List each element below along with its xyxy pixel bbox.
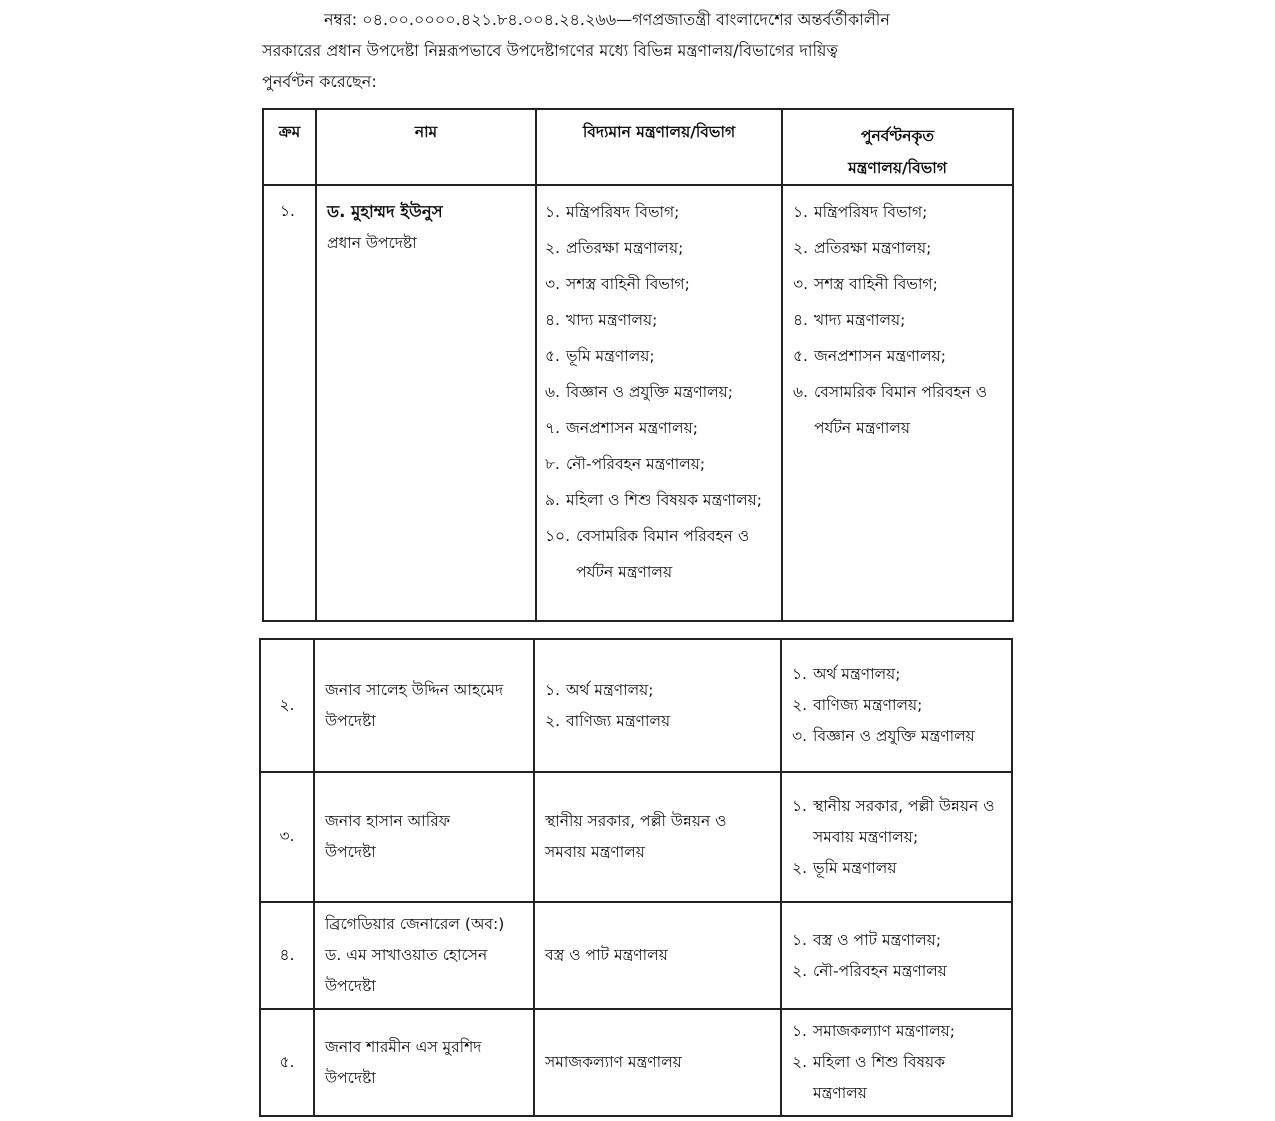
reassignment-table-part-1 <box>262 108 1014 622</box>
ministry-item-text: বাণিজ্য মন্ত্রণালয়; <box>813 696 923 714</box>
ministry-item <box>793 302 1004 338</box>
ministry-item-number: ৩. <box>545 275 561 293</box>
advisor-name: জনাব হাসান আরিফ <box>325 812 451 830</box>
ministry-list <box>545 194 773 590</box>
ministry-item-text: ভূমি মন্ত্রণালয়; <box>566 347 655 365</box>
ministry-item <box>545 230 773 266</box>
advisor-title: উপদেষ্টা <box>325 843 376 861</box>
ministry-item <box>545 518 773 590</box>
ministry-item-number: ৬. <box>793 383 809 401</box>
ministry-item-text: সশস্ত্র বাহিনী বিভাগ; <box>814 275 938 293</box>
ministry-item-text: স্থানীয় সরকার, পল্লী উন্নয়ন ও সমবায় মন্ত্রণালয়; <box>813 796 995 846</box>
ministry-item <box>793 266 1004 302</box>
ministry-item <box>793 374 1004 446</box>
ministry-item-text: অর্থ মন্ত্রণালয়; <box>566 680 654 699</box>
ministry-item <box>792 791 1003 853</box>
row-serial: ১. <box>263 185 316 621</box>
ministry-item-text: মন্ত্রিপরিষদ বিভাগ; <box>566 203 680 221</box>
ministry-item <box>792 853 1003 884</box>
ministry-item-text: মন্ত্রিপরিষদ বিভাগ; <box>814 203 928 221</box>
ministry-item <box>793 338 1004 374</box>
ministry-item-number: ৩. <box>792 727 808 745</box>
ministry-item-text: বিজ্ঞান ও প্রযুক্তি মন্ত্রণালয় <box>813 727 975 745</box>
ministry-item-number: ১. <box>793 203 808 221</box>
ministry-item <box>792 1016 1003 1047</box>
ministry-item <box>792 721 1003 752</box>
ministry-item-number: ২. <box>793 239 809 257</box>
row-serial: ৪. <box>260 902 314 1009</box>
ministry-item-text: মহিলা ও শিশু বিষয়ক মন্ত্রণালয় <box>813 1053 945 1102</box>
ministry-item <box>545 446 773 482</box>
ministry-item-text: বেসামরিক বিমান পরিবহন ও পর্যটন মন্ত্রণালয় <box>576 527 750 581</box>
ministry-item-number: ২. <box>545 711 561 730</box>
ministry-item-number: ৪. <box>793 311 808 329</box>
ministry-item <box>545 706 772 737</box>
ministry-list <box>792 925 1003 987</box>
ministry-item-text: খাদ্য মন্ত্রণালয়; <box>566 311 658 329</box>
ministry-item-text: জনপ্রশাসন মন্ত্রণালয়; <box>566 419 698 437</box>
row-serial: ২. <box>260 639 314 772</box>
advisor-rank: ব্রিগেডিয়ার জেনারেল (অব:) <box>325 915 505 933</box>
ministry-item-number: ৩. <box>793 275 809 293</box>
ministry-item-text: ভূমি মন্ত্রণালয় <box>813 858 897 877</box>
ministry-item-text: অর্থ মন্ত্রণালয়; <box>813 665 901 683</box>
ministry-item-number: ৯. <box>545 491 560 509</box>
ministry-list <box>793 194 1004 446</box>
ministry-item <box>545 482 773 518</box>
ministry-item-text: খাদ্য মন্ত্রণালয়; <box>814 311 906 329</box>
ministry-item-number: ১. <box>792 1022 807 1040</box>
ministry-list <box>545 675 772 737</box>
row-name <box>314 1009 534 1116</box>
ministry-item-text: সশস্ত্র বাহিনী বিভাগ; <box>566 275 690 293</box>
ministry-item-number: ২. <box>792 961 808 980</box>
row-reassigned-ministries <box>781 1009 1012 1116</box>
ministry-item <box>545 675 772 706</box>
ministry-item-number: ২. <box>792 858 808 877</box>
row-name <box>314 639 534 772</box>
ministry-item-number: ১. <box>545 680 560 699</box>
reassignment-table-part-2 <box>259 638 1013 1117</box>
row-name <box>314 772 534 902</box>
ministry-list <box>792 1016 1003 1109</box>
ministry-item-text: বাণিজ্য মন্ত্রণালয় <box>566 711 671 730</box>
advisor-title: প্রধান উপদেষ্টা <box>327 234 417 252</box>
advisor-title: উপদেষ্টা <box>325 711 376 730</box>
advisor-title: উপদেষ্টা <box>325 1068 376 1087</box>
row-reassigned-ministries <box>782 185 1013 621</box>
ministry-item-text: জনপ্রশাসন মন্ত্রণালয়; <box>814 347 946 365</box>
header-serial: ক্রম <box>263 109 316 185</box>
advisor-name: জনাব শারমীন এস মুরশিদ <box>325 1037 482 1056</box>
ministry-item-number: ৮. <box>545 455 560 473</box>
advisor-name: ড. মুহাম্মদ ইউনুস <box>327 202 443 221</box>
ministry-item-number: ২. <box>792 1053 808 1071</box>
advisor-name: জনাব সালেহ উদ্দিন আহমেদ <box>325 680 504 699</box>
ministry-item-number: ১. <box>545 203 560 221</box>
row-reassigned-ministries <box>781 772 1012 902</box>
ministry-item <box>792 956 1003 987</box>
row-reassigned-ministries <box>781 639 1012 772</box>
ministry-item <box>545 410 773 446</box>
table-row <box>260 772 1012 902</box>
ministry-item-number: ১০. <box>545 527 571 545</box>
table-row <box>260 639 1012 772</box>
row-serial: ৩. <box>260 772 314 902</box>
ministry-item <box>545 302 773 338</box>
ministry-item <box>545 374 773 410</box>
ministry-item-number: ১. <box>792 796 807 815</box>
ministry-list <box>792 659 1003 752</box>
ministry-item-text: নৌ-পরিবহন মন্ত্রণালয় <box>813 961 947 980</box>
ministry-item <box>793 194 1004 230</box>
ministry-item-number: ৫. <box>545 347 560 365</box>
intro-line-3: পুনর্বণ্টন করেছেন: <box>262 72 377 91</box>
row-existing-ministries: সমাজকল্যাণ মন্ত্রণালয় <box>534 1009 781 1116</box>
table-row <box>260 1009 1012 1116</box>
ministry-item-number: ১. <box>792 930 807 949</box>
ministry-item-text: নৌ-পরিবহন মন্ত্রণালয়; <box>566 455 706 473</box>
intro-paragraph <box>262 4 1012 97</box>
row-existing-ministries <box>534 639 781 772</box>
row-existing-ministries: বস্ত্র ও পাট মন্ত্রণালয় <box>534 902 781 1009</box>
ministry-item-number: ২. <box>792 696 808 714</box>
ministry-item-number: ১. <box>792 665 807 683</box>
row-name <box>316 185 536 621</box>
ministry-item-text: মহিলা ও শিশু বিষয়ক মন্ত্রণালয়; <box>566 491 763 509</box>
ministry-item <box>792 690 1003 721</box>
ministry-item-text: বেসামরিক বিমান পরিবহন ও পর্যটন মন্ত্রণালয় <box>814 383 988 437</box>
ministry-list <box>792 791 1003 884</box>
memo-number-line: নম্বর: ০৪.০০.০০০০.৪২১.৮৪.০০৪.২৪.২৬৬—গণপ্রজাতন্ত্রী বাংলাদেশের অন্তর্বর্তীকালীন <box>324 10 890 29</box>
ministry-item-text: বস্ত্র ও পাট মন্ত্রণালয়; <box>813 930 942 949</box>
ministry-item-number: ৭. <box>545 419 561 437</box>
row-serial: ৫. <box>260 1009 314 1116</box>
ministry-item-text: প্রতিরক্ষা মন্ত্রণালয়; <box>566 239 684 257</box>
ministry-item <box>545 194 773 230</box>
ministry-item-text: সমাজকল্যাণ মন্ত্রণালয়; <box>813 1022 956 1040</box>
ministry-item <box>545 266 773 302</box>
ministry-item-number: ৪. <box>545 311 560 329</box>
ministry-item <box>793 230 1004 266</box>
ministry-item-number: ৫. <box>793 347 808 365</box>
header-name: নাম <box>316 109 536 185</box>
ministry-item <box>545 338 773 374</box>
header-reassigned: পুনর্বণ্টনকৃত মন্ত্রণালয়/বিভাগ <box>782 109 1013 185</box>
ministry-item <box>792 1047 1003 1109</box>
intro-line-2: সরকারের প্রধান উপদেষ্টা নিম্নরূপভাবে উপদেষ্টাগণের মধ্যে বিভিন্ন মন্ত্রণালয়/বিভাগের দায়িত্ব <box>262 41 838 60</box>
ministry-item <box>792 925 1003 956</box>
row-existing-ministries <box>536 185 782 621</box>
table-header-row <box>263 109 1013 185</box>
table-row <box>263 185 1013 621</box>
advisor-name: ড. এম সাখাওয়াত হোসেন <box>325 946 488 964</box>
ministry-item-text: প্রতিরক্ষা মন্ত্রণালয়; <box>814 239 932 257</box>
row-name <box>314 902 534 1009</box>
ministry-item-text: বিজ্ঞান ও প্রযুক্তি মন্ত্রণালয়; <box>566 383 733 401</box>
ministry-item <box>792 659 1003 690</box>
header-existing: বিদ্যমান মন্ত্রণালয়/বিভাগ <box>536 109 782 185</box>
ministry-item-number: ৬. <box>545 383 561 401</box>
table-row <box>260 902 1012 1009</box>
advisor-title: উপদেষ্টা <box>325 977 376 995</box>
ministry-item-number: ২. <box>545 239 561 257</box>
row-reassigned-ministries <box>781 902 1012 1009</box>
row-existing-ministries: স্থানীয় সরকার, পল্লী উন্নয়ন ও সমবায় মন্ত্রণালয় <box>534 772 781 902</box>
